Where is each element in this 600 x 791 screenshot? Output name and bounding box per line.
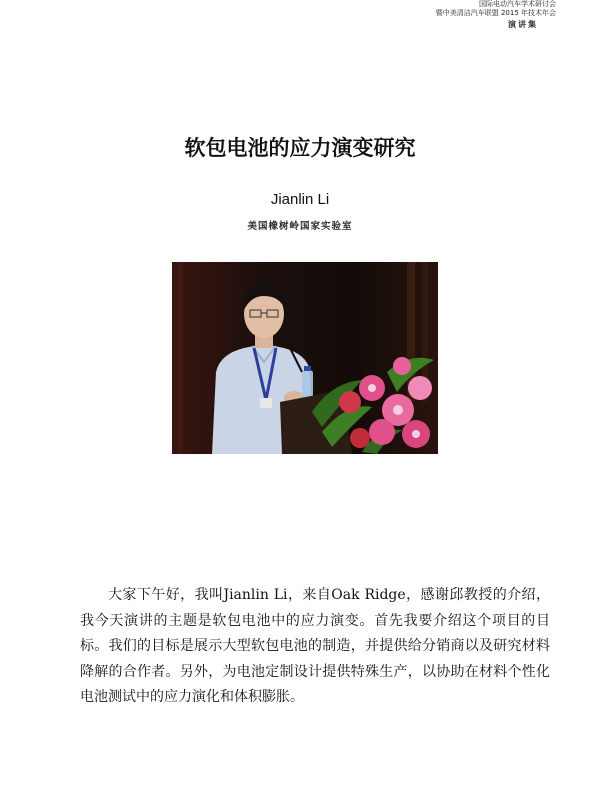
header-alliance-line: 暨中美清洁汽车联盟 2015 年技术年会 [435,9,556,17]
running-header [326,0,556,29]
author-name: Jianlin Li [270,191,330,208]
speaker-photo-illustration [172,262,438,454]
speech-paragraph: 大家下午好，我叫Jianlin Li，来自Oak Ridge，感谢邱教授的介绍，我今天演讲的主题是软包电池中的应力演变。首先我要介绍这个项目的目标。我们的目标是展示大型软包电池的制造，并提供给分销商以及研究材料降解的合作者。另外，为电池定制设计提供特殊生产，以协助在材料个性化电池测试中的应力演化和体积膨胀。 [80,587,550,706]
author-affiliation: 美国橡树岭国家实验室 [247,221,353,232]
page-title: 软包电池的应力演变研究 [184,136,416,160]
header-collection-label: 演讲集 [508,20,538,29]
header-conference-line: 国际电动汽车学术研讨会 [479,0,556,8]
speech-body [80,583,550,711]
speaker-photo [172,262,438,454]
